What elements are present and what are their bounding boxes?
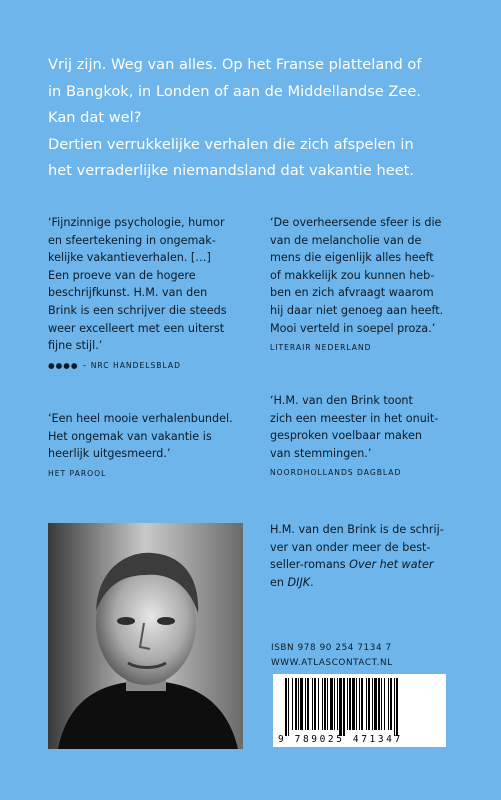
barcode-bar <box>394 678 395 736</box>
barcode-bar <box>339 678 342 736</box>
bio-line: ver van onder meer de best- <box>270 540 431 554</box>
intro-blurb <box>48 52 468 185</box>
barcode-bar <box>384 678 385 730</box>
barcode-bar <box>312 678 313 730</box>
barcode-bar <box>305 678 306 730</box>
barcode-bar <box>352 678 355 730</box>
bio-text: . <box>310 575 314 589</box>
source-name: – NRC HANDELSBLAD <box>82 360 181 370</box>
isbn-number: ISBN 978 90 254 7134 7 <box>271 643 392 653</box>
quote-line: gesproken voelbaar maken <box>270 429 422 443</box>
barcode-bar <box>378 678 380 730</box>
barcode-bar <box>337 678 338 730</box>
barcode-bar <box>327 678 328 730</box>
barcode-bar <box>359 678 360 730</box>
quote-line: ‘Een heel mooie verhalenbundel. <box>48 412 233 425</box>
barcode-bar <box>295 678 297 730</box>
intro-line: in Bangkok, in Londen of aan de Middellandse Zee. <box>48 82 422 100</box>
quote-line: ‘H.M. van den Brink toont <box>270 394 413 407</box>
barcode-bar <box>388 678 389 730</box>
ean-barcode <box>273 674 446 747</box>
quote-source <box>48 359 253 373</box>
bio-line <box>270 556 485 574</box>
quote-line: fijne stijl.’ <box>48 339 103 353</box>
quote-line: en sfeertekening in ongemak- <box>48 233 216 247</box>
quote-parool <box>48 410 253 481</box>
quote-line: van stemmingen.’ <box>270 446 372 460</box>
barcode-bar <box>347 678 348 730</box>
book-title: DIJK <box>287 575 311 589</box>
quote-literair <box>270 214 485 355</box>
barcode-bar <box>330 678 333 730</box>
quote-line: ‘De overheersende sfeer is die <box>270 216 442 229</box>
author-bio <box>270 521 485 591</box>
quote-noordhollands <box>270 392 485 480</box>
quote-line: beschrijfkunst. H.M. van den <box>48 286 208 300</box>
barcode-bar <box>324 678 326 730</box>
barcode-bar <box>292 678 293 730</box>
barcode-bar <box>343 678 345 736</box>
quote-source: HET PAROOL <box>48 468 107 478</box>
quote-line: mens die eigenlijk alles heeft <box>270 251 434 265</box>
intro-line: Dertien verrukkelijke verhalen die zich afspelen in <box>48 135 414 153</box>
barcode-bar <box>318 678 319 730</box>
quote-line: of makkelijk zou kunnen heb- <box>270 268 435 282</box>
portrait-illustration <box>48 523 243 749</box>
quote-line: Mooi verteld in soepel proza.’ <box>270 321 436 335</box>
barcode-bar <box>381 678 382 730</box>
quote-line: van de melancholie van de <box>270 233 422 247</box>
bio-text: seller-romans <box>270 558 350 572</box>
barcode-bar <box>356 678 357 730</box>
bio-text: en <box>270 575 288 589</box>
barcode-bar <box>372 678 373 730</box>
rating-dots: ●●●● <box>48 360 79 370</box>
bio-line <box>270 574 485 592</box>
quote-line: hij daar niet genoeg aan heeft. <box>270 303 444 317</box>
intro-line: het verraderlijke niemandsland dat vakantie heet. <box>48 162 415 179</box>
quote-line: heerlijk uitgesmeerd.’ <box>48 447 171 461</box>
barcode-bar <box>368 678 370 730</box>
intro-line: Kan dat wel? <box>48 109 142 126</box>
barcode-bar <box>322 678 323 730</box>
book-title: Over het water <box>349 558 434 572</box>
barcode-bar <box>396 678 398 736</box>
quote-source: LITERAIR NEDERLAND <box>270 343 372 353</box>
barcode-bar <box>374 678 377 730</box>
barcode-bar <box>307 678 309 730</box>
barcode-bar <box>314 678 316 730</box>
quote-line: Brink is een schrijver die steeds <box>48 303 227 317</box>
quote-nrc <box>48 214 253 373</box>
intro-line: Vrij zijn. Weg van alles. Op het Franse platteland of <box>48 56 422 73</box>
barcode-digits: 9 789025 471347 <box>278 734 403 745</box>
publisher-website: WWW.ATLASCONTACT.NL <box>271 658 393 668</box>
quote-line: weer excelleert met een uiterst <box>48 321 225 335</box>
quote-source: NOORDHOLLANDS DAGBLAD <box>270 468 402 478</box>
quote-line: ben en zich afvraagt waarom <box>270 286 434 300</box>
barcode-bar <box>349 678 351 730</box>
barcode-bar <box>334 678 335 730</box>
author-portrait-photo <box>48 523 243 749</box>
barcode-bar <box>285 678 287 736</box>
isbn-block <box>271 641 393 671</box>
barcode-bar <box>361 678 363 730</box>
bio-line: H.M. van den Brink is de schrij- <box>270 523 444 536</box>
quote-line: Het ongemak van vakantie is <box>48 429 212 443</box>
quote-line: kelijke vakantieverhalen. […] <box>48 251 211 265</box>
barcode-bar <box>366 678 367 730</box>
barcode-bar <box>298 678 299 730</box>
barcode-bar <box>288 678 289 736</box>
quote-line: ‘Fijnzinnige psychologie, humor <box>48 216 225 229</box>
barcode-bar <box>390 678 392 730</box>
quote-line: zich een meester in het onuit- <box>270 411 439 425</box>
quote-line: Een proeve van de hogere <box>48 268 196 282</box>
barcode-bar <box>300 678 303 730</box>
